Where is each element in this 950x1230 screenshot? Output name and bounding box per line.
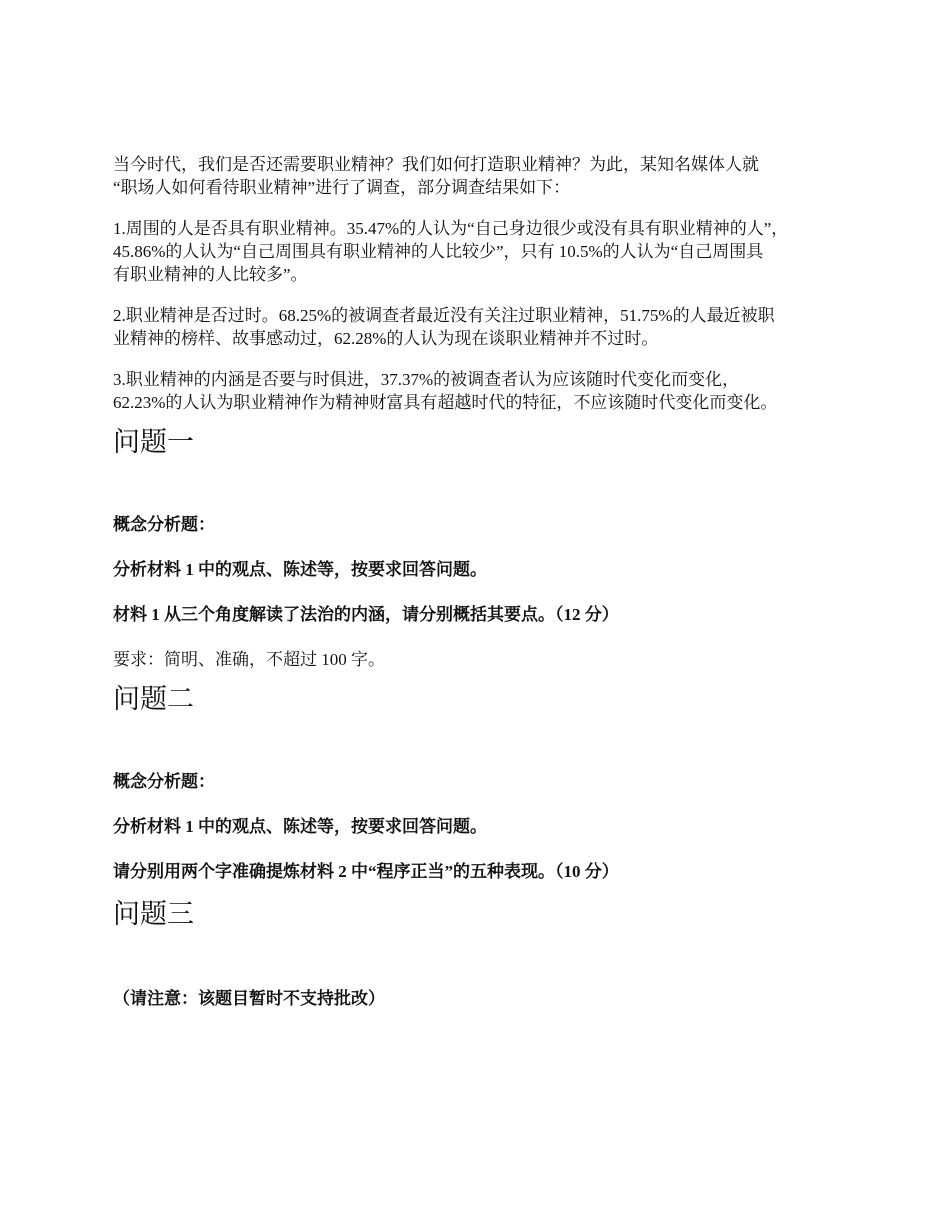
point-paragraph-3 bbox=[113, 368, 843, 414]
question-1-prompt: 材料 1 从三个角度解读了法治的内涵，请分别概括其要点。（12 分） bbox=[113, 605, 619, 624]
point-paragraph-1 bbox=[113, 217, 843, 286]
point-line: 62.23%的人认为职业精神作为精神财富具有超越时代的特征，不应该随时代变化而变化。 bbox=[113, 393, 778, 412]
question-2-prompt: 请分别用两个字准确提炼材料 2 中“程序正当”的五种表现。（10 分） bbox=[113, 862, 619, 881]
point-line: 3.职业精神的内涵是否要与时俱进，37.37%的被调查者认为应该随时代变化而变化， bbox=[113, 370, 740, 389]
question-3-note: （请注意：该题目暂时不支持批改） bbox=[113, 989, 385, 1008]
point-line: 业精神的榜样、故事感动过，62.28%的人认为现在谈职业精神并不过时。 bbox=[113, 329, 659, 348]
document-page bbox=[113, 153, 843, 1010]
intro-line: “职场人如何看待职业精神”进行了调查，部分调查结果如下： bbox=[113, 178, 571, 197]
point-line: 有职业精神的人比较多”。 bbox=[113, 265, 308, 284]
question-1-instruction: 分析材料 1 中的观点、陈述等，按要求回答问题。 bbox=[113, 560, 487, 579]
question-2-title: 问题二 bbox=[113, 684, 194, 715]
point-paragraph-2 bbox=[113, 304, 843, 350]
point-line: 2.职业精神是否过时。68.25%的被调查者最近没有关注过职业精神，51.75%的人最近被职 bbox=[113, 306, 775, 325]
intro-line: 当今时代，我们是否还需要职业精神？我们如何打造职业精神？为此，某知名媒体人就 bbox=[113, 155, 759, 174]
question-2-type: 概念分析题： bbox=[113, 772, 215, 791]
question-1-title: 问题一 bbox=[113, 427, 194, 458]
point-line: 1.周围的人是否具有职业精神。35.47%的人认为“自己身边很少或没有具有职业精神的人”， bbox=[113, 219, 789, 238]
question-1-requirement: 要求：简明、准确，不超过 100 字。 bbox=[113, 650, 385, 669]
point-line: 45.86%的人认为“自己周围具有职业精神的人比较少”，只有 10.5%的人认为“自己周围具 bbox=[113, 242, 764, 261]
question-1-type: 概念分析题： bbox=[113, 515, 215, 534]
question-3-title: 问题三 bbox=[113, 899, 194, 930]
question-2-instruction: 分析材料 1 中的观点、陈述等，按要求回答问题。 bbox=[113, 817, 487, 836]
intro-paragraph bbox=[113, 153, 843, 199]
